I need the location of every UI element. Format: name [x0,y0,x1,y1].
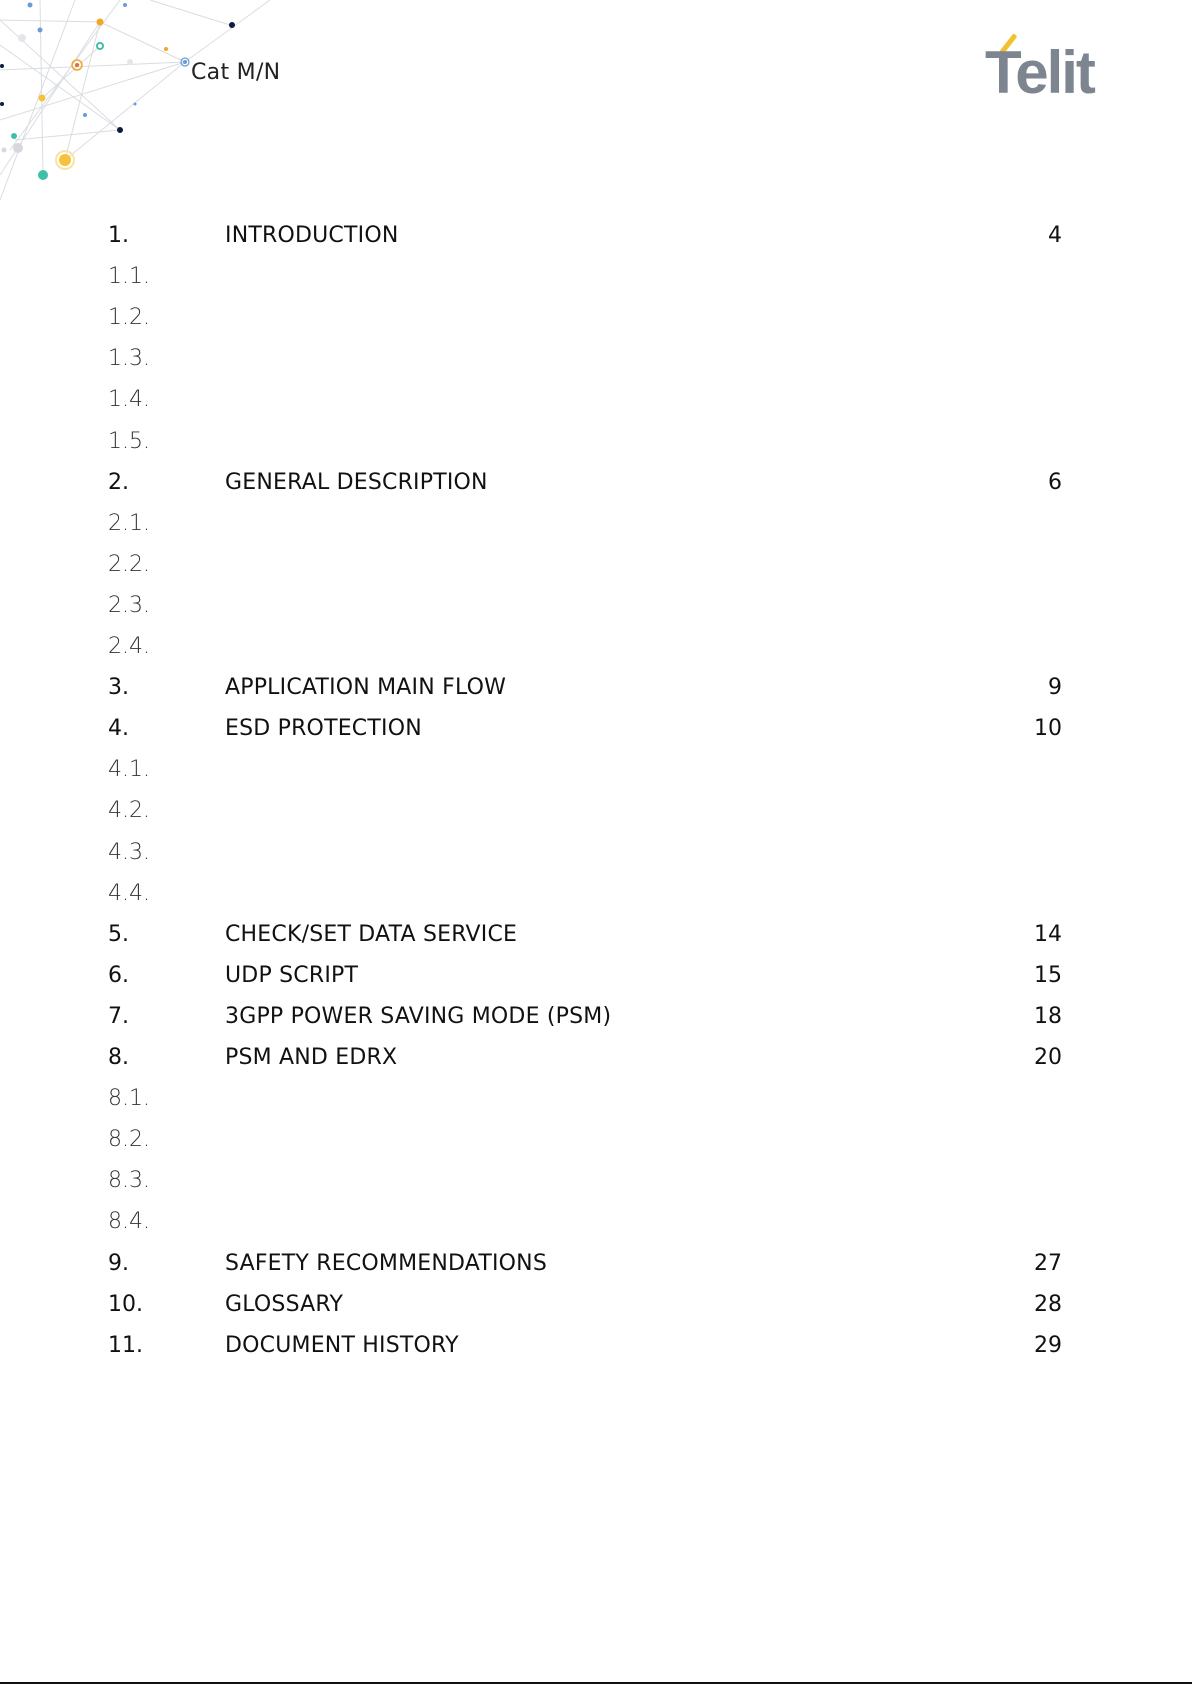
toc-entry-number: 6. [108,963,129,988]
toc-entry-page-number: 28 [1034,1292,1062,1317]
toc-subsection-row[interactable] [0,429,1192,459]
toc-subsection-row[interactable] [0,552,1192,582]
toc-entry-title: SAFETY RECOMMENDATIONS [225,1251,547,1276]
toc-subsection-row[interactable] [0,1168,1192,1198]
toc-entry-number: 2.3. [108,593,150,618]
toc-entry-title: 3GPP POWER SAVING MODE (PSM) [225,1004,612,1029]
toc-entry-number: 1.5. [108,429,150,454]
toc-section-row[interactable] [0,223,1192,253]
toc-entry-number: 5. [108,922,129,947]
toc-entry-title: DOCUMENT HISTORY [225,1333,459,1358]
toc-entry-number: 8.4. [108,1209,150,1234]
toc-entry-page-number: 18 [1034,1004,1062,1029]
toc-entry-number: 2.1. [108,511,150,536]
toc-entry-number: 1.4. [108,387,150,412]
toc-entry-title: GENERAL DESCRIPTION [225,470,488,495]
toc-subsection-row[interactable] [0,1127,1192,1157]
toc-subsection-row[interactable] [0,387,1192,417]
toc-entry-title: UDP SCRIPT [225,963,359,988]
toc-entry-page-number: 4 [1048,223,1062,248]
toc-subsection-row[interactable] [0,634,1192,664]
toc-entry-number: 2. [108,470,129,495]
toc-entry-page-number: 27 [1034,1251,1062,1276]
toc-entry-number: 7. [108,1004,129,1029]
toc-section-row[interactable] [0,1045,1192,1075]
toc-section-row[interactable] [0,1004,1192,1034]
telit-logo [985,26,1105,106]
toc-subsection-row[interactable] [0,346,1192,376]
toc-subsection-row[interactable] [0,1086,1192,1116]
toc-entry-number: 1.2. [108,305,150,330]
toc-subsection-row[interactable] [0,264,1192,294]
toc-entry-number: 11. [108,1333,143,1358]
logo-wordmark: Telit [985,39,1094,106]
toc-entry-page-number: 6 [1048,470,1062,495]
toc-section-row[interactable] [0,1292,1192,1322]
toc-entry-number: 1.1. [108,264,150,289]
toc-entry-number: 1. [108,223,129,248]
toc-entry-number: 1.3. [108,346,150,371]
toc-entry-title: CHECK/SET DATA SERVICE [225,922,518,947]
toc-subsection-row[interactable] [0,840,1192,870]
header-product-label: Cat M/N [191,60,281,85]
toc-entry-title: PSM AND EDRX [225,1045,398,1070]
toc-subsection-row[interactable] [0,798,1192,828]
page-bottom-rule [0,1682,1192,1684]
toc-section-row[interactable] [0,963,1192,993]
toc-subsection-row[interactable] [0,881,1192,911]
toc-entry-number: 2.2. [108,552,150,577]
toc-entry-number: 8.1. [108,1086,150,1111]
toc-entry-title: GLOSSARY [225,1292,344,1317]
toc-entry-title: APPLICATION MAIN FLOW [225,675,507,700]
toc-entry-number: 8. [108,1045,129,1070]
toc-section-row[interactable] [0,1333,1192,1363]
toc-entry-title: ESD PROTECTION [225,716,422,741]
toc-entry-title: INTRODUCTION [225,223,399,248]
toc-entry-number: 4.3. [108,840,150,865]
toc-subsection-row[interactable] [0,1209,1192,1239]
toc-entry-number: 3. [108,675,129,700]
toc-entry-number: 4.1. [108,757,150,782]
toc-subsection-row[interactable] [0,757,1192,787]
network-dots-graphic [0,0,300,210]
toc-section-row[interactable] [0,716,1192,746]
toc-subsection-row[interactable] [0,511,1192,541]
toc-entry-page-number: 14 [1034,922,1062,947]
toc-section-row[interactable] [0,675,1192,705]
toc-entry-page-number: 9 [1048,675,1062,700]
toc-section-row[interactable] [0,922,1192,952]
toc-entry-number: 2.4. [108,634,150,659]
toc-entry-page-number: 15 [1034,963,1062,988]
toc-subsection-row[interactable] [0,593,1192,623]
toc-entry-number: 9. [108,1251,129,1276]
toc-entry-number: 4. [108,716,129,741]
toc-entry-number: 8.2. [108,1127,150,1152]
toc-section-row[interactable] [0,1251,1192,1281]
toc-section-row[interactable] [0,470,1192,500]
toc-entry-page-number: 10 [1034,716,1062,741]
toc-subsection-row[interactable] [0,305,1192,335]
toc-entry-number: 4.4. [108,881,150,906]
toc-entry-number: 4.2. [108,798,150,823]
toc-entry-number: 8.3. [108,1168,150,1193]
toc-entry-page-number: 29 [1034,1333,1062,1358]
toc-entry-number: 10. [108,1292,143,1317]
toc-entry-page-number: 20 [1034,1045,1062,1070]
